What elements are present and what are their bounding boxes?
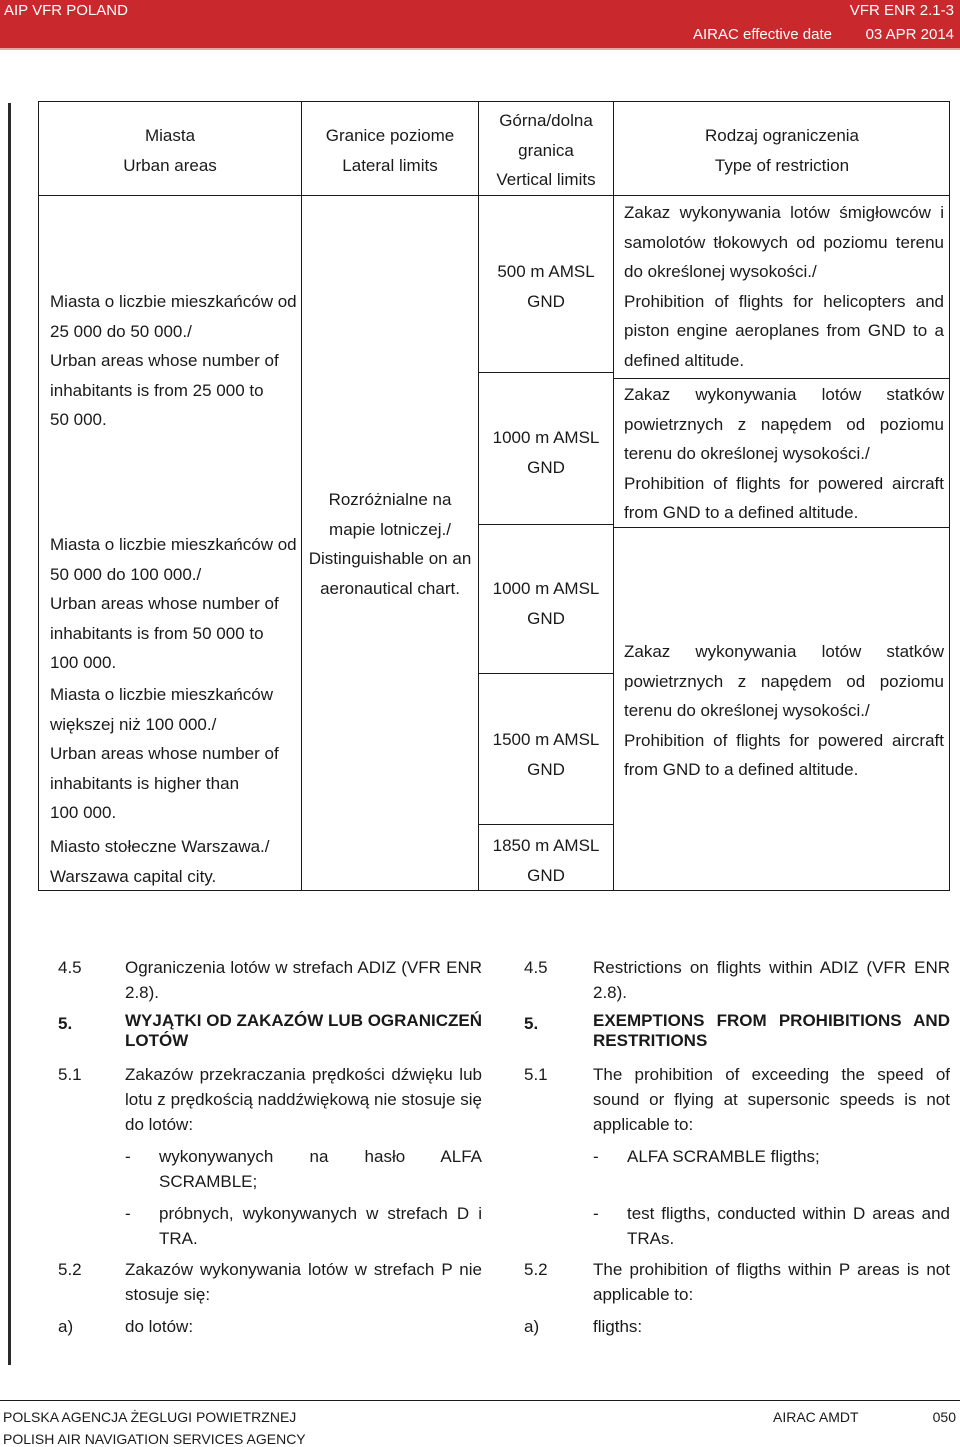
header-page-ref: VFR ENR 2.1-3 — [849, 2, 954, 19]
vertical-limit-1: 500 m AMSL GND — [497, 262, 595, 311]
pl-item-a-text: do lotów: — [125, 1317, 194, 1336]
footer-amdt-label: AIRAC AMDT — [773, 1409, 859, 1425]
pl-section-5-heading: WYJĄTKI OD ZAKAZÓW LUB OGRANICZEŃ LOTÓW — [125, 1011, 482, 1050]
en-section-4-5-text: Restrictions on flights within ADIZ (VFR ENR 2.8). — [593, 958, 950, 1002]
en-bullet-dash: - — [593, 1204, 599, 1223]
pl-bullet-2-text: próbnych, wykonywanych w strefach D i TRA. — [159, 1204, 482, 1248]
footer-amdt-number: 050 — [932, 1409, 956, 1425]
restriction-row-3: Zakaz wykonywania lotów statków powietrznych z napędem od poziomu terenu do określonej wysokości./ Prohibition of flights for powered aircraft from GND to a defined altitude. — [624, 642, 944, 780]
col-header-lateral: Granice poziome Lateral limits — [325, 126, 455, 175]
pl-item-a-label: a) — [58, 1317, 74, 1336]
urban-row-1: Miasta o liczbie mieszkańców od 25 000 do 50 000./ Urban areas whose number of inhabitants is from 25 000 to 50 000. — [50, 292, 297, 430]
table-row-rule — [613, 378, 950, 379]
table-row-rule — [478, 824, 613, 825]
pl-bullet-dash: - — [125, 1147, 131, 1166]
header-doc-title: AIP VFR POLAND — [4, 2, 128, 19]
col-header-vertical: Górna/dolna granica Vertical limits — [496, 111, 596, 190]
header-effective-label: AIRAC effective date — [693, 26, 832, 43]
footer-agency-pl: POLSKA AGENCJA ŻEGLUGI POWIETRZNEJ — [3, 1409, 297, 1425]
en-section-5-2-text: The prohibition of fligths within P areas is not applicable to: — [593, 1260, 950, 1304]
pl-section-5-1-text: Zakazów przekraczania prędkości dźwięku lub lotu z prędkością naddźwiękową nie stosuje się do lotów: — [125, 1065, 482, 1134]
urban-row-2: Miasta o liczbie mieszkańców od 50 000 do 100 000./ Urban areas whose number of inhabitants is from 50 000 to 100 000. — [50, 535, 297, 673]
pl-section-4-5-text: Ograniczenia lotów w strefach ADIZ (VFR ENR 2.8). — [125, 958, 482, 1002]
table-row-rule — [478, 524, 613, 525]
en-section-5-heading: EXEMPTIONS FROM PROHIBITIONS AND RESTRITIONS — [593, 1011, 950, 1050]
pl-section-4-5-number: 4.5 — [58, 958, 82, 977]
amendment-bar — [8, 103, 11, 1365]
header-effective-date: 03 APR 2014 — [865, 26, 954, 43]
en-section-5-2-number: 5.2 — [524, 1260, 548, 1279]
en-section-5-number: 5. — [524, 1014, 539, 1033]
pl-bullet-1-text: wykonywanych na hasło ALFA SCRAMBLE; — [159, 1147, 482, 1191]
col-header-urban: Miasta Urban areas — [123, 126, 217, 175]
table-row-rule — [478, 673, 613, 674]
pl-section-5-number: 5. — [58, 1014, 73, 1033]
vertical-limit-2: 1000 m AMSL GND — [492, 428, 600, 477]
table-header-rule — [38, 195, 950, 196]
col-header-restriction: Rodzaj ograniczenia Type of restriction — [704, 126, 860, 175]
en-item-a-text: fligths: — [593, 1317, 643, 1336]
lateral-limits-text: Rozróżnialne na mapie lotniczej./ Distinguishable on an aeronautical chart. — [308, 490, 472, 598]
en-bullet-2-text: test fligths, conducted within D areas and TRAs. — [627, 1204, 950, 1248]
pl-section-5-2-text: Zakazów wykonywania lotów w strefach P nie stosuje się: — [125, 1260, 482, 1304]
pl-section-5-2-number: 5.2 — [58, 1260, 82, 1279]
en-bullet-1-text: ALFA SCRAMBLE fligths; — [627, 1147, 820, 1166]
vertical-limit-3: 1000 m AMSL GND — [492, 579, 600, 628]
restriction-row-1: Zakaz wykonywania lotów śmigłowców i samolotów tłokowych od poziomu terenu do określonej wysokości./ Prohibition of flights for helicopters and piston engine aeroplanes from GND to a defined altitude. — [624, 203, 944, 370]
pl-section-5-1-number: 5.1 — [58, 1065, 82, 1084]
table-row-rule — [478, 372, 613, 373]
en-section-5-1-text: The prohibition of exceeding the speed of sound or flying at supersonic speeds is not applicable to: — [593, 1065, 950, 1134]
en-section-5-1-number: 5.1 — [524, 1065, 548, 1084]
footer-rule — [0, 1400, 960, 1401]
urban-row-3: Miasta o liczbie mieszkańców większej niż 100 000./ Urban areas whose number of inhabitants is higher than 100 000. — [50, 685, 279, 823]
restriction-row-2: Zakaz wykonywania lotów statków powietrznych z napędem od poziomu terenu do określonej wysokości./ Prohibition of flights for powered aircraft from GND to a defined altitude. — [624, 385, 944, 523]
header-rule — [0, 48, 960, 50]
urban-row-4: Miasto stołeczne Warszawa./ Warszawa capital city. — [50, 837, 270, 886]
en-item-a-label: a) — [524, 1317, 540, 1336]
vertical-limit-5: 1850 m AMSL GND — [492, 836, 600, 885]
table-divider — [613, 101, 614, 891]
header-band — [0, 0, 960, 22]
en-bullet-dash: - — [593, 1147, 599, 1166]
footer-agency-en: POLISH AIR NAVIGATION SERVICES AGENCY — [3, 1431, 306, 1447]
vertical-limit-4: 1500 m AMSL GND — [492, 730, 600, 779]
pl-bullet-dash: - — [125, 1204, 131, 1223]
en-section-4-5-number: 4.5 — [524, 958, 548, 977]
